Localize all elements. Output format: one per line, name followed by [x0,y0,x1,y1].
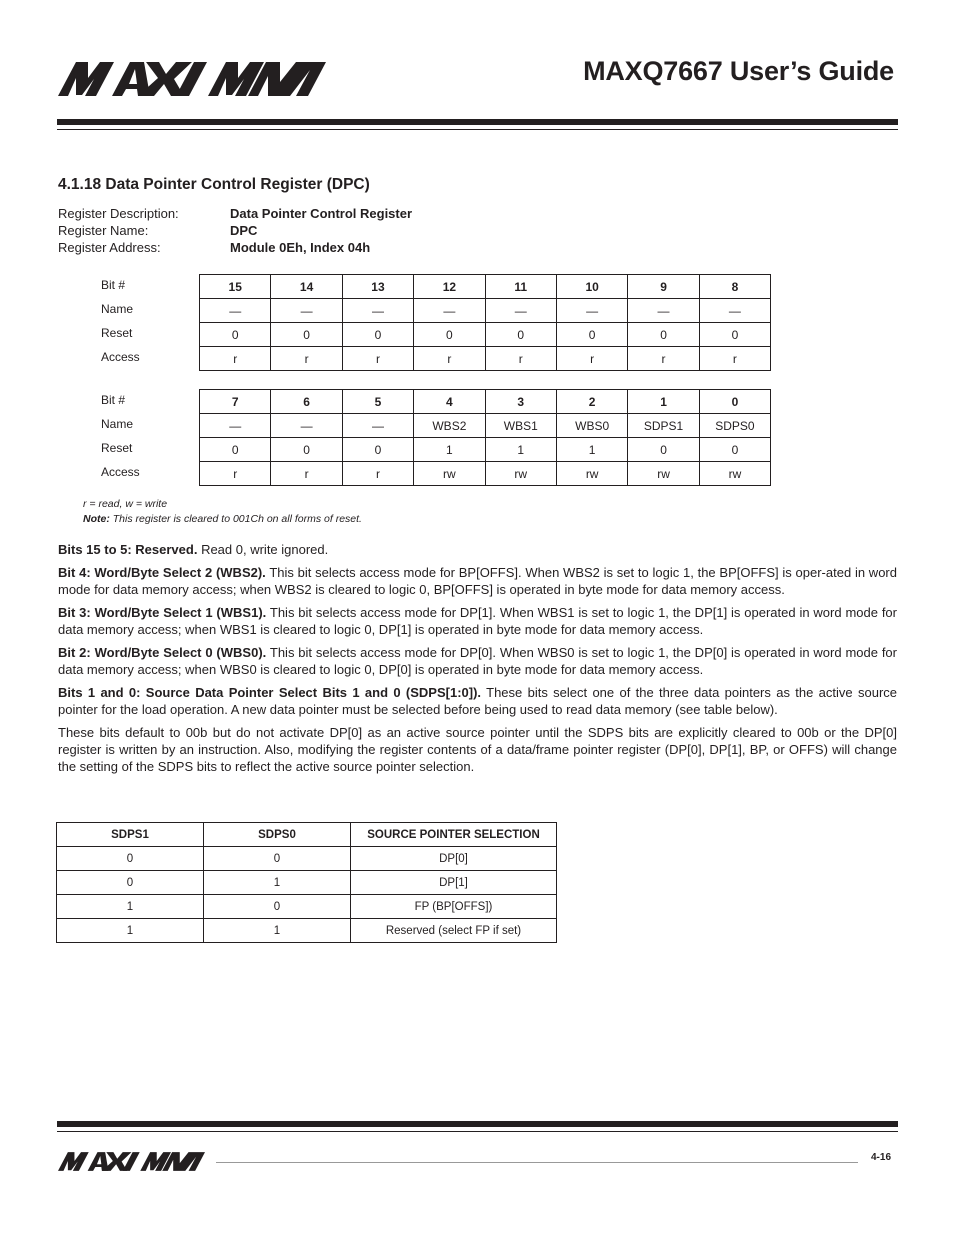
bit-number-row [200,275,771,299]
register-address-label: Register Address: [58,240,161,255]
bit-cell: 9 [628,275,699,299]
access-cell: r [485,347,556,371]
reset-cell: 0 [200,323,271,347]
paragraph-text: This bit selects access mode for DP[1]. When WBS1 is set to logic 1, the DP[1] is operated in word mode for data memory access; when WBS1 is cleared to logic 0, DP[1] is operated in byte mode for data memory access. [58,605,897,637]
paragraph-sdps [58,684,897,718]
bit-table-high [199,274,771,371]
document-title: MAXQ7667 User’s Guide [583,56,894,86]
paragraph-lead: Bits 15 to 5: Reserved. [58,542,198,557]
access-cell: r [628,347,699,371]
bit-cell: 7 [200,390,271,414]
column-header: SDPS0 [204,823,351,847]
name-cell: — [342,414,413,438]
name-cell: WBS0 [556,414,627,438]
table-cell: 1 [204,919,351,943]
paragraph-reserved [58,541,897,558]
bit-cell: 12 [414,275,485,299]
reset-cell: 0 [628,323,699,347]
access-label: Access [101,465,140,479]
name-cell: — [342,299,413,323]
note-label: Note: [83,513,110,525]
table-cell: 0 [57,847,204,871]
bit-reset-row [200,323,771,347]
access-cell: r [556,347,627,371]
paragraph-lead: Bit 4: Word/Byte Select 2 (WBS2). [58,565,266,580]
section-heading: 4.1.18 Data Pointer Control Register (DPC) [58,176,370,193]
register-name-label: Register Name: [58,223,149,238]
bit-reset-row [200,438,771,462]
name-cell: — [699,299,770,323]
paragraph-lead: Bit 3: Word/Byte Select 1 (WBS1). [58,605,267,620]
column-header: SOURCE POINTER SELECTION [351,823,557,847]
register-address-value: Module 0Eh, Index 04h [230,240,371,255]
table-row [57,871,557,895]
access-cell: r [271,347,342,371]
table-row [57,847,557,871]
footer-rule-thick [57,1121,898,1127]
paragraph-lead: Bit 2: Word/Byte Select 0 (WBS0). [58,645,267,660]
reset-note [83,512,362,527]
table-row [57,919,557,943]
table-cell: 1 [204,871,351,895]
paragraph-lead: Bits 1 and 0: Source Data Pointer Select Bits 1 and 0 (SDPS[1:0]). [58,685,482,700]
name-cell: — [271,414,342,438]
register-name-row [58,222,412,239]
name-label: Name [101,302,134,316]
access-cell: rw [628,462,699,486]
access-cell: rw [699,462,770,486]
reset-cell: 0 [699,438,770,462]
bit-access-row [200,347,771,371]
access-cell: rw [414,462,485,486]
access-cell: r [342,347,413,371]
bit-row-labels-low [101,388,140,484]
register-name-value: DPC [230,223,258,238]
reset-cell: 0 [200,438,271,462]
name-cell: — [628,299,699,323]
name-label: Name [101,417,134,431]
maxim-logo-icon [58,62,326,96]
paragraph-text: This bit selects access mode for DP[0]. When WBS0 is set to logic 1, the DP[0] is operated in word mode for data memory access; when WBS0 is cleared to logic 0, DP[0] is operated in byte mode for data memory access. [58,645,897,677]
access-cell: r [699,347,770,371]
paragraph-text: This bit selects access mode for BP[OFFS]. When WBS2 is set to logic 1, the BP[OFFS] is oper-ated in word mode for data memory access; when WBS2 is cleared to logic 0, BP[OFFS] is operated in byte mode for data memory access. [58,565,897,597]
reset-cell: 1 [556,438,627,462]
reset-cell: 0 [628,438,699,462]
bit-cell: 3 [485,390,556,414]
table-cell: DP[0] [351,847,557,871]
register-description-value: Data Pointer Control Register [230,206,413,221]
name-cell: — [271,299,342,323]
bit-cell: 4 [414,390,485,414]
register-info [58,205,412,256]
bit-access-row [200,462,771,486]
paragraph-wbs1 [58,604,897,638]
table-cell: Reserved (select FP if set) [351,919,557,943]
access-cell: rw [485,462,556,486]
paragraph-wbs2 [58,564,897,598]
table-row [57,895,557,919]
access-cell: r [200,347,271,371]
header-rule-thin [57,129,898,130]
access-legend: r = read, w = write [83,498,168,510]
reset-cell: 1 [485,438,556,462]
name-cell: — [200,414,271,438]
reset-cell: 0 [485,323,556,347]
reset-cell: 0 [271,438,342,462]
reset-cell: 0 [699,323,770,347]
table-cell: DP[1] [351,871,557,895]
paragraph-text: These bits select one of the three data pointers as the active source pointer for the load operation. A new data pointer must be selected before being used to read data memory (see table below). [58,685,897,717]
bit-cell: 0 [699,390,770,414]
footer-rule-thin [57,1131,898,1132]
table-cell: 1 [57,895,204,919]
name-cell: — [485,299,556,323]
access-cell: r [414,347,485,371]
table-cell: 0 [57,871,204,895]
bit-cell: 8 [699,275,770,299]
access-cell: r [271,462,342,486]
name-cell: WBS2 [414,414,485,438]
bit-row-labels-high [101,273,140,369]
paragraph-text: These bits default to 00b but do not activate DP[0] as an active source pointer until the SDPS bits are explicitly cleared to 00b or the DP[0] register is written by an instruction. Also, modifying the register contents of a data/frame pointer register (DP[0], DP[1], BP, or OFFS) will change the setting of the SDPS bits to reflect the active source pointer selection. [58,725,897,774]
table-cell: 1 [57,919,204,943]
access-label: Access [101,350,140,364]
bit-cell: 13 [342,275,413,299]
reset-label: Reset [101,441,133,455]
name-cell: SDPS1 [628,414,699,438]
access-cell: r [200,462,271,486]
bit-cell: 14 [271,275,342,299]
access-cell: r [342,462,413,486]
maxim-logo-icon [58,1152,205,1171]
name-cell: — [556,299,627,323]
bit-cell: 1 [628,390,699,414]
name-cell: — [200,299,271,323]
maxim-logo-footer [58,1152,205,1171]
maxim-logo-header [58,62,326,96]
reset-cell: 0 [556,323,627,347]
page-number: 4-16 [870,1152,891,1163]
bit-cell: 10 [556,275,627,299]
table-header-row [57,823,557,847]
bit-cell: 5 [342,390,413,414]
source-pointer-table [56,822,557,943]
bit-number-label: Bit # [101,278,126,292]
bit-cell: 6 [271,390,342,414]
table-cell: 0 [204,895,351,919]
reset-label: Reset [101,326,133,340]
bit-number-row [200,390,771,414]
paragraph-wbs0 [58,644,897,678]
name-cell: WBS1 [485,414,556,438]
paragraph-text: Read 0, write ignored. [197,542,329,557]
bit-name-row [200,414,771,438]
register-notes [83,497,362,527]
bit-number-label: Bit # [101,393,126,407]
note-text: This register is cleared to 001Ch on all forms of reset. [109,513,362,525]
reset-cell: 0 [414,323,485,347]
name-cell: SDPS0 [699,414,770,438]
paragraph-sdps-default [58,724,897,775]
bit-cell: 15 [200,275,271,299]
bit-cell: 11 [485,275,556,299]
reset-cell: 0 [271,323,342,347]
reset-cell: 1 [414,438,485,462]
bit-descriptions [58,541,897,781]
access-cell: rw [556,462,627,486]
column-header: SDPS1 [57,823,204,847]
table-cell: FP (BP[OFFS]) [351,895,557,919]
bit-cell: 2 [556,390,627,414]
reset-cell: 0 [342,323,413,347]
footer-divider [216,1162,858,1163]
reset-cell: 0 [342,438,413,462]
name-cell: — [414,299,485,323]
register-description-label: Register Description: [58,206,179,221]
register-description-row [58,205,412,222]
bit-name-row [200,299,771,323]
bit-table-low [199,389,771,486]
register-address-row [58,239,412,256]
header-rule-thick [57,119,898,125]
table-cell: 0 [204,847,351,871]
